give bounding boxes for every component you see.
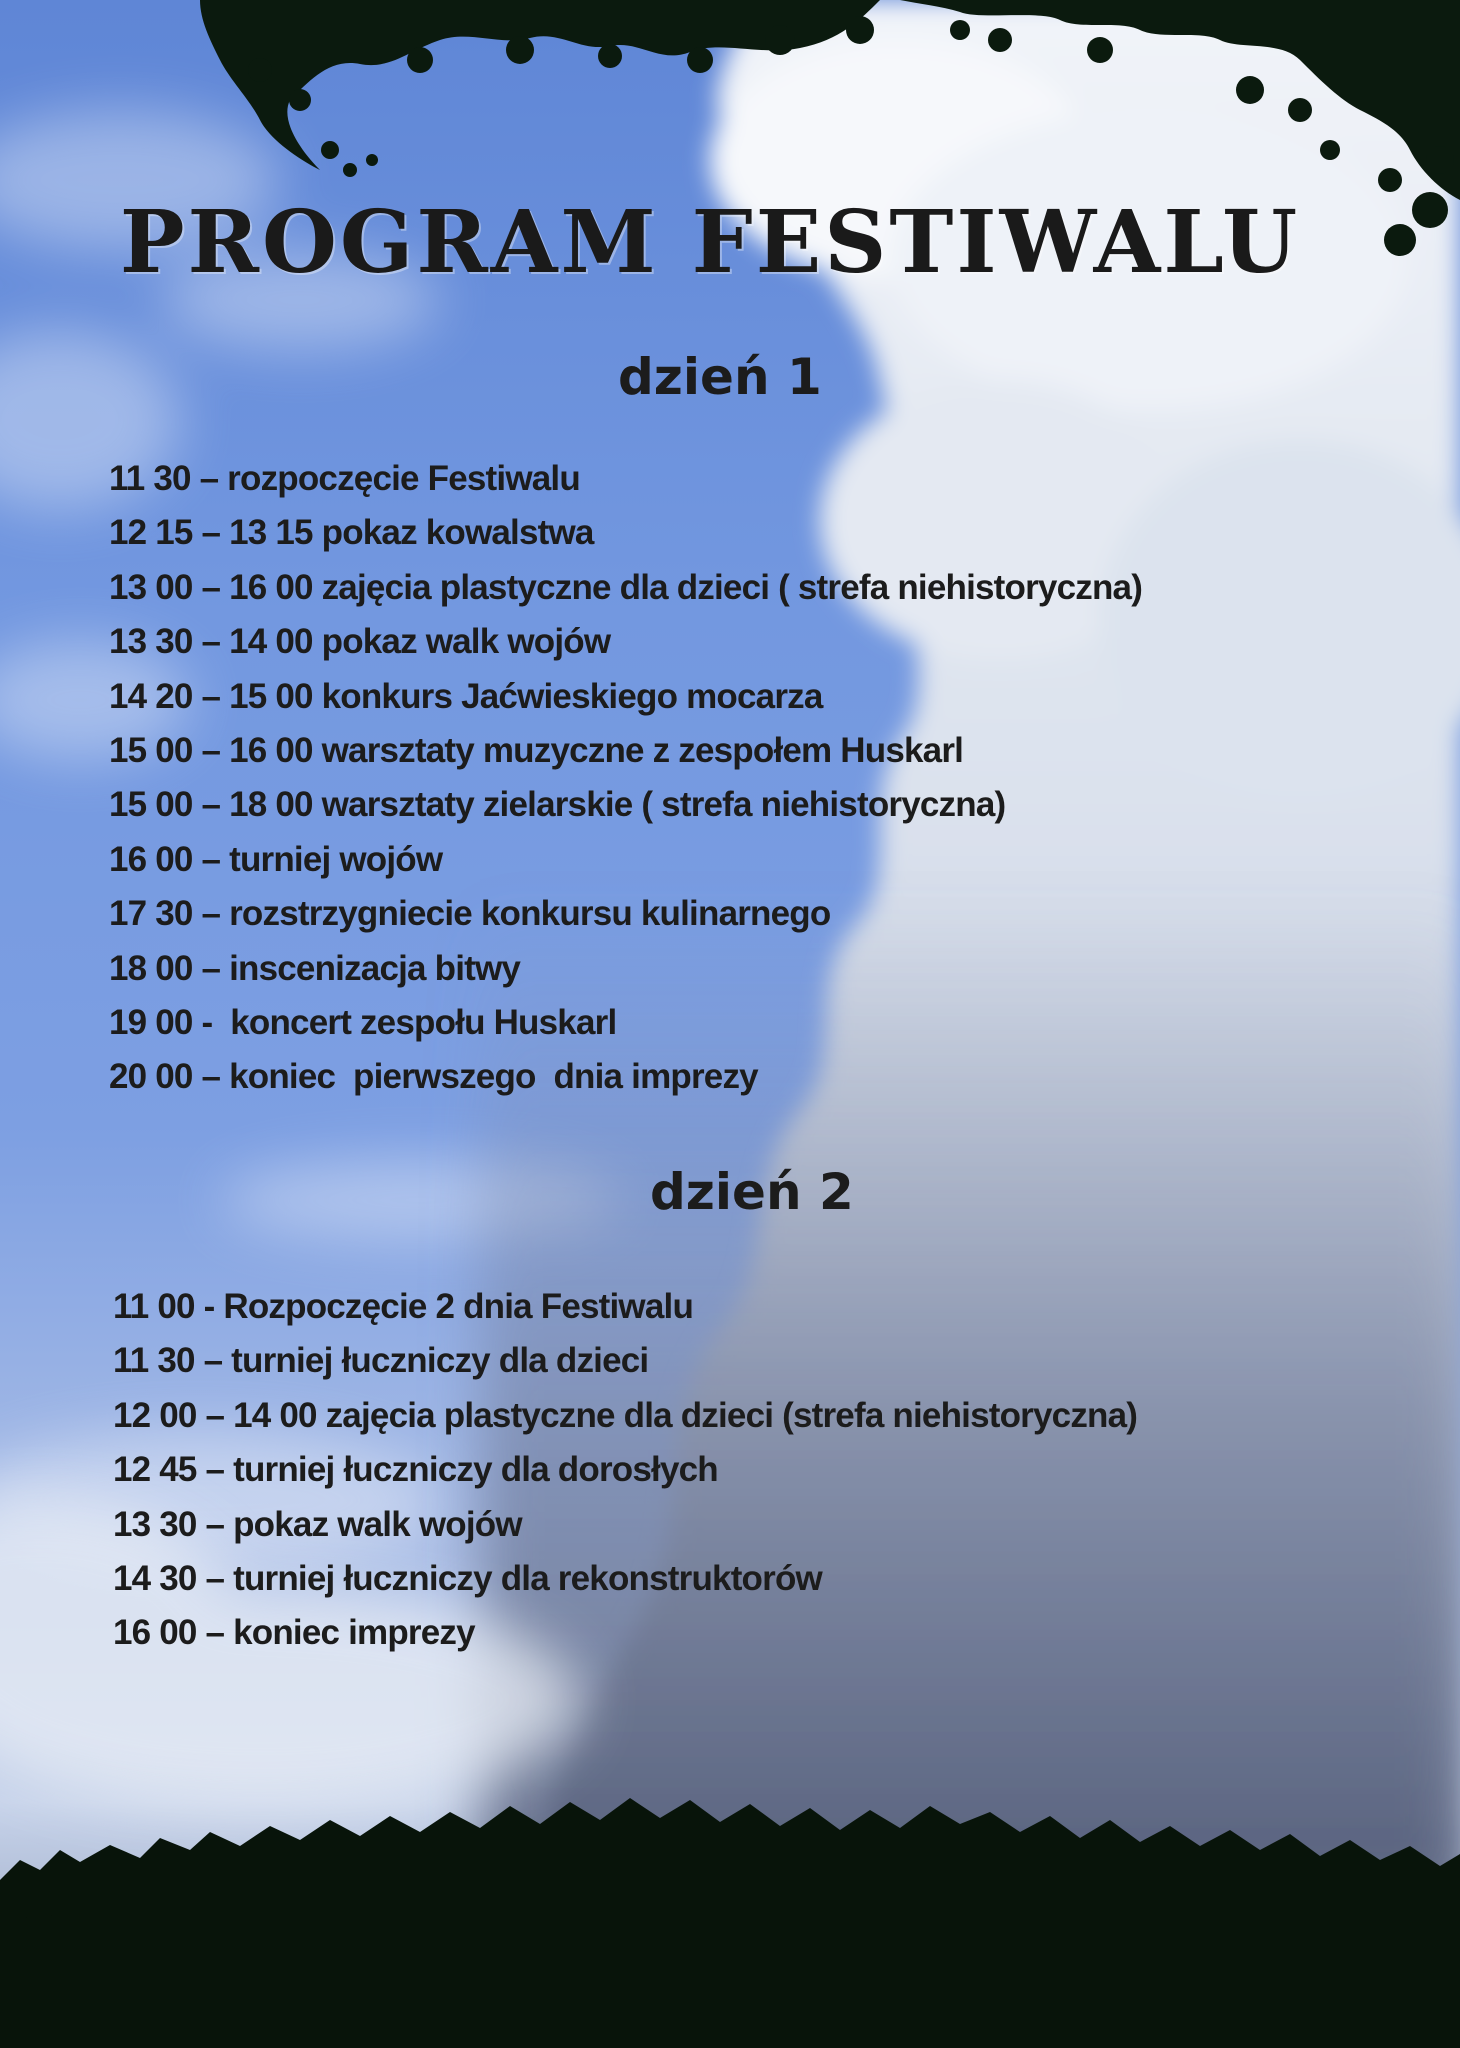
schedule-item: 14 30 – turniej łuczniczy dla rekonstruktorów (113, 1558, 822, 1598)
schedule-item: 16 00 – turniej wojów (109, 839, 443, 879)
schedule-item: 16 00 – koniec imprezy (113, 1613, 475, 1653)
day-1-heading: dzień 1 (618, 348, 822, 406)
schedule-item: 17 30 – rozstrzygniecie konkursu kulinarnego (109, 894, 831, 934)
schedule-item: 13 30 – 14 00 pokaz walk wojów (109, 622, 611, 662)
schedule-item: 14 20 – 15 00 konkurs Jaćwieskiego mocarza (109, 676, 823, 716)
poster-title: PROGRAM FESTIWALU (119, 192, 1301, 293)
day-2-heading: dzień 2 (650, 1163, 854, 1221)
schedule-item: 18 00 – inscenizacja bitwy (109, 948, 521, 988)
schedule-item: 13 30 – pokaz walk wojów (113, 1504, 522, 1544)
schedule-item: 11 30 – rozpoczęcie Festiwalu (109, 459, 580, 498)
schedule-item: 11 00 - Rozpoczęcie 2 dnia Festiwalu (113, 1287, 694, 1326)
schedule-item: 12 00 – 14 00 zajęcia plastyczne dla dzieci (strefa niehistoryczna) (113, 1395, 1138, 1435)
day-1-schedule (109, 452, 1142, 1105)
schedule-item: 12 45 – turniej łuczniczy dla dorosłych (113, 1450, 718, 1490)
schedule-item: 15 00 – 16 00 warsztaty muzyczne z zespołem Huskarl (109, 730, 964, 770)
schedule-item: 11 30 – turniej łuczniczy dla dzieci (113, 1341, 649, 1381)
schedule-item: 19 00 - koncert zespołu Huskarl (109, 1002, 617, 1042)
schedule-item: 20 00 – koniec pierwszego dnia imprezy (109, 1057, 758, 1097)
schedule-item: 15 00 – 18 00 warsztaty zielarskie ( strefa niehistoryczna) (109, 785, 1006, 825)
day-2-schedule (113, 1280, 1137, 1661)
schedule-item: 12 15 – 13 15 pokaz kowalstwa (109, 513, 594, 553)
schedule-item: 13 00 – 16 00 zajęcia plastyczne dla dzieci ( strefa niehistoryczna) (109, 567, 1143, 607)
